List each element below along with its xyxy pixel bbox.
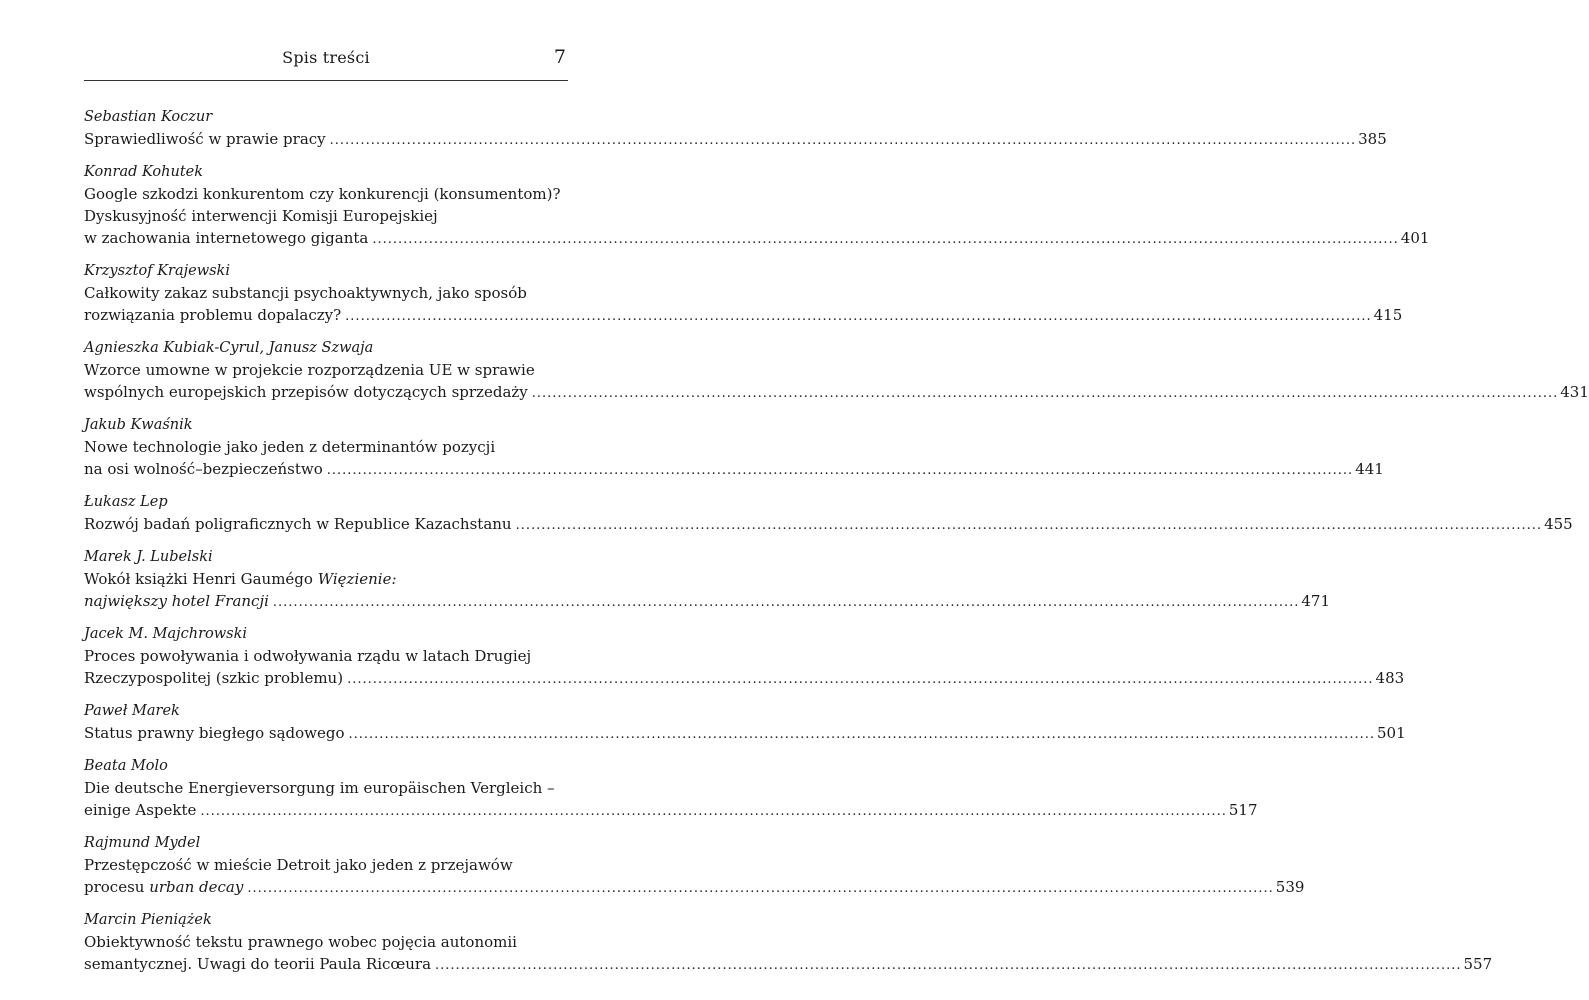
- toc-page-number: 471: [1301, 592, 1331, 610]
- toc-entry: [84, 491, 1573, 537]
- toc-title-line-with-page: [84, 304, 1403, 328]
- dot-leader: [247, 878, 1273, 900]
- toc-title-line: Dyskusyjność interwencji Komisji Europejskiej: [84, 207, 438, 225]
- table-of-contents: [84, 106, 1589, 986]
- toc-author: Konrad Kohutek: [84, 164, 204, 180]
- toc-title-line-with-page: [84, 381, 1589, 405]
- toc-page-number: 455: [1544, 515, 1573, 533]
- toc-entry: [84, 106, 1387, 152]
- toc-entry: [84, 623, 1405, 691]
- toc-title-final: [84, 128, 326, 150]
- toc-title-line: Nowe technologie jako jeden z determinantów pozycji: [84, 438, 496, 456]
- toc-page-number: 539: [1275, 878, 1305, 896]
- toc-page-number: 517: [1228, 801, 1258, 819]
- toc-title-line: Przestępczość w mieście Detroit jako jeden z przejawów: [84, 856, 513, 874]
- toc-title-text: w zachowania internetowego giganta: [84, 229, 369, 247]
- toc-title-line: [84, 568, 567, 590]
- toc-entry: [84, 546, 1331, 614]
- toc-author: Sebastian Koczur: [84, 109, 213, 125]
- toc-title-line: Obiektywność tekstu prawnego wobec pojęcia autonomii: [84, 933, 517, 951]
- toc-entry: [84, 414, 1384, 482]
- toc-title-text: semantycznej. Uwagi do teorii Paula Ricœura: [84, 955, 432, 973]
- toc-title-text: rozwiązania problemu dopalaczy?: [84, 306, 342, 324]
- toc-title-line-with-page: [84, 876, 1305, 900]
- dot-leader: [347, 669, 1373, 691]
- toc-title-line-with-page: [84, 590, 1331, 614]
- toc-title-final: [84, 876, 243, 898]
- dot-leader: [349, 724, 1375, 746]
- toc-title-line-with-page: [84, 513, 1573, 537]
- toc-author: Krzysztof Krajewski: [84, 263, 230, 279]
- dot-leader: [345, 306, 1371, 328]
- toc-title-line: Google szkodzi konkurentom czy konkurencji (konsumentom)?: [84, 185, 561, 203]
- page-header: [84, 46, 568, 74]
- toc-title-line: Całkowity zakaz substancji psychoaktywnych, jako sposób: [84, 284, 527, 302]
- toc-author: Rajmund Mydel: [84, 835, 201, 851]
- toc-author: Beata Molo: [84, 758, 168, 774]
- toc-title-text: einige Aspekte: [84, 801, 197, 819]
- toc-title-line-with-page: [84, 227, 1430, 251]
- toc-title-text: Rzeczypospolitej (szkic problemu): [84, 669, 344, 687]
- toc-page-number: 401: [1400, 229, 1430, 247]
- dot-leader: [330, 130, 1356, 152]
- toc-page-number: 431: [1560, 383, 1589, 401]
- toc-author: Jacek M. Majchrowski: [84, 626, 248, 642]
- toc-entry: [84, 337, 1589, 405]
- toc-title-final: [84, 304, 341, 326]
- toc-title-text: wspólnych europejskich przepisów dotyczących sprzedaży: [84, 383, 528, 401]
- toc-title-text: na osi wolność–bezpieczeństwo: [84, 460, 323, 478]
- toc-title-final: [84, 953, 431, 975]
- toc-title-text: procesu: [84, 878, 150, 896]
- toc-title-italic: Więzienie:: [317, 570, 397, 588]
- toc-title-line-with-page: [84, 128, 1387, 152]
- toc-page-number: 385: [1358, 130, 1387, 148]
- toc-title-text: Status prawny biegłego sądowego: [84, 724, 345, 742]
- toc-title-final: [84, 667, 343, 689]
- toc-page-number: 483: [1375, 669, 1405, 687]
- toc-title-line-with-page: [84, 953, 1493, 977]
- toc-author: Marek J. Lubelski: [84, 549, 213, 565]
- toc-title-line-with-page: [84, 799, 1258, 823]
- toc-title-final: [84, 590, 269, 612]
- dot-leader: [435, 955, 1461, 977]
- dot-leader: [516, 515, 1542, 537]
- toc-entry: [84, 832, 1305, 900]
- toc-page-number: 557: [1463, 955, 1493, 973]
- dot-leader: [200, 801, 1226, 823]
- dot-leader: [532, 383, 1558, 405]
- toc-page-number: 501: [1376, 724, 1406, 742]
- toc-title-line-with-page: [84, 667, 1405, 691]
- toc-author: Łukasz Lep: [84, 494, 168, 510]
- toc-title-line-with-page: [84, 722, 1406, 746]
- header-rule: [84, 80, 568, 81]
- toc-entry: [84, 161, 1430, 251]
- toc-page-number: 441: [1355, 460, 1384, 478]
- toc-title-italic: największy hotel Francji: [84, 592, 269, 610]
- toc-entry: [84, 700, 1406, 746]
- toc-title-line: Proces powoływania i odwoływania rządu w latach Drugiej: [84, 647, 532, 665]
- toc-title-text: Sprawiedliwość w prawie pracy: [84, 130, 326, 148]
- dot-leader: [372, 229, 1398, 251]
- toc-title-italic: urban decay: [149, 878, 244, 896]
- toc-title-line: Wzorce umowne w projekcie rozporządzenia UE w sprawie: [84, 361, 535, 379]
- dot-leader: [327, 460, 1353, 482]
- toc-author: Agnieszka Kubiak-Cyrul, Janusz Szwaja: [84, 340, 374, 356]
- toc-entry: [84, 909, 1493, 977]
- toc-title-line-with-page: [84, 458, 1384, 482]
- dot-leader: [273, 592, 1299, 614]
- toc-entry: [84, 260, 1403, 328]
- page-number: 7: [553, 46, 566, 68]
- toc-title-final: [84, 513, 512, 535]
- toc-title-final: [84, 381, 528, 403]
- toc-author: Jakub Kwaśnik: [84, 417, 193, 433]
- toc-title-final: [84, 799, 196, 821]
- toc-title-line: Die deutsche Energieversorgung im europäischen Vergleich –: [84, 779, 555, 797]
- toc-title-text: Rozwój badań poligraficznych w Republice Kazachstanu: [84, 515, 512, 533]
- toc-page-number: 415: [1373, 306, 1403, 324]
- toc-author: Marcin Pieniążek: [84, 912, 212, 928]
- toc-author: Paweł Marek: [84, 703, 180, 719]
- toc-entry: [84, 755, 1258, 823]
- toc-title-final: [84, 722, 345, 744]
- toc-title-final: [84, 227, 368, 249]
- toc-title-text: Wokół książki Henri Gaumégo: [84, 570, 318, 588]
- toc-title-final: [84, 458, 323, 480]
- running-title: Spis treści: [282, 48, 370, 67]
